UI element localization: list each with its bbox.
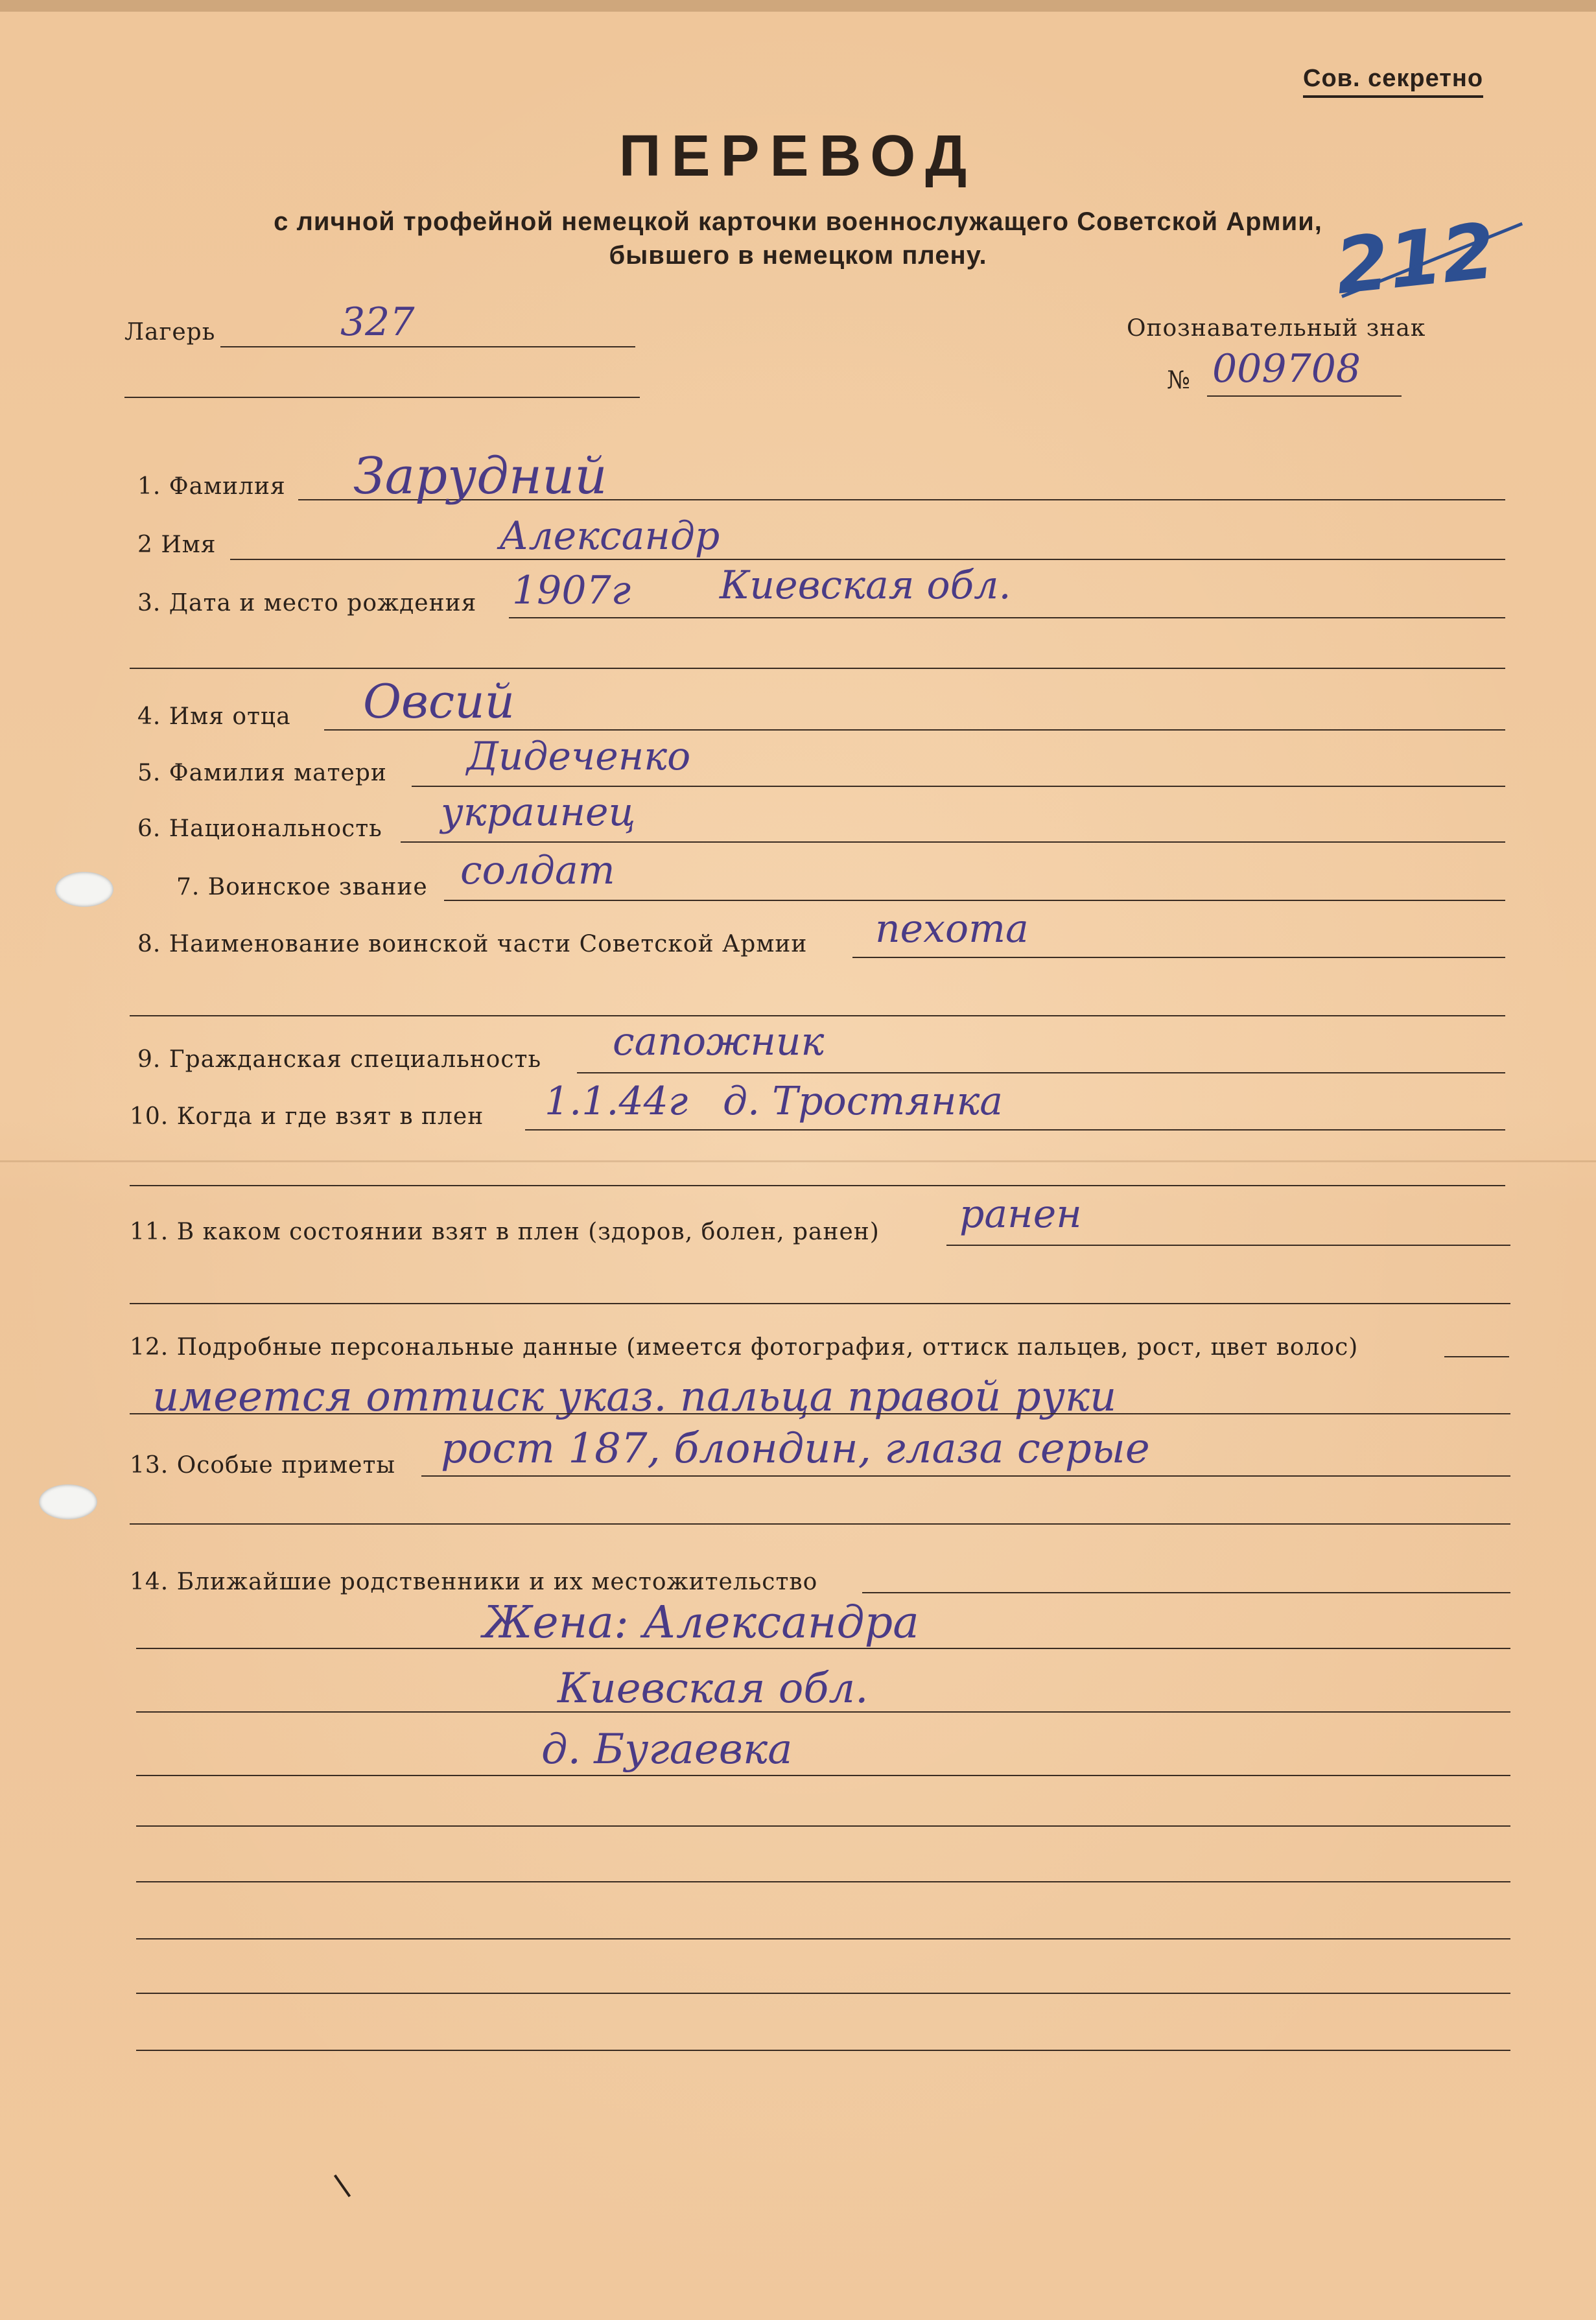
field-11-label: 11. В каком состоянии взят в плен (здоров, болен, ранен) (130, 1219, 880, 1245)
paper-fold (0, 1160, 1596, 1162)
document-title: ПЕРЕВОД (618, 124, 978, 189)
field-4-line (324, 729, 1505, 731)
field-5-label: 5. Фамилия матери (137, 760, 387, 786)
field-12-line (1444, 1356, 1509, 1357)
field-3-line (509, 617, 1505, 618)
camp-line-2 (124, 397, 640, 398)
field-6-value: украинец (441, 790, 636, 835)
field-2-value: Александр (499, 513, 720, 559)
field-4-value: Овсий (363, 674, 515, 729)
camp-value: 327 (340, 299, 415, 345)
relatives-line-7 (136, 1993, 1510, 1994)
registration-number-stamp: 212 (1331, 205, 1499, 312)
punch-hole-upper (55, 872, 113, 907)
relatives-line-4 (136, 1825, 1510, 1827)
camp-line (220, 346, 635, 347)
field-14-value-line-1: Жена: Александра (483, 1597, 919, 1648)
field-14-line (862, 1592, 1510, 1593)
field-13-line-2 (130, 1523, 1510, 1525)
field-9-label: 9. Гражданская специальность (137, 1046, 542, 1073)
relatives-line-3 (136, 1775, 1510, 1776)
field-10-place-value: д. Тростянка (723, 1079, 1003, 1124)
field-12-value: имеется оттиск указ. пальца правой руки (152, 1373, 1117, 1421)
id-tag-value: 009708 (1212, 346, 1361, 392)
relatives-line-1 (136, 1648, 1510, 1649)
field-14-value-line-2: Киевская обл. (557, 1665, 869, 1713)
field-13-label: 13. Особые приметы (130, 1452, 396, 1479)
field-13-value: рост 187, блондин, глаза серые (441, 1425, 1150, 1473)
subtitle-line-1: с личной трофейной немецкой карточки военнослужащего Советской Армии, (274, 207, 1322, 236)
field-11-line-2 (130, 1303, 1510, 1304)
camp-label: Лагерь (124, 319, 216, 346)
subtitle-line-2: бывшего в немецком плену. (609, 241, 987, 270)
field-10-date-value: 1.1.44г (545, 1079, 688, 1124)
field-12-line-2 (130, 1413, 1510, 1414)
field-13-line (421, 1475, 1510, 1477)
punch-hole-lower (39, 1484, 97, 1519)
field-8-line (852, 957, 1505, 958)
field-4-label: 4. Имя отца (137, 703, 291, 730)
field-8-value: пехота (875, 906, 1029, 952)
field-10-label: 10. Когда и где взят в плен (130, 1103, 484, 1130)
field-3-place-value: Киевская обл. (720, 563, 1011, 608)
field-14-value-line-3: д. Бугаевка (541, 1726, 793, 1774)
field-14-label: 14. Ближайшие родственники и их местожительство (130, 1569, 818, 1595)
field-3-label: 3. Дата и место рождения (137, 590, 477, 616)
field-7-label: 7. Воинское звание (176, 874, 428, 900)
field-2-line (230, 559, 1505, 560)
field-10-line (525, 1129, 1505, 1131)
field-1-value: Зарудний (353, 447, 607, 506)
relatives-line-2 (136, 1711, 1510, 1713)
field-11-value: ранен (959, 1191, 1082, 1237)
id-tag-label: Опознавательный знак (1127, 315, 1426, 342)
field-7-value: солдат (460, 848, 615, 893)
relatives-line-6 (136, 1938, 1510, 1939)
field-3-date-value: 1907г (512, 568, 631, 613)
id-tag-line (1207, 395, 1402, 397)
field-12-label: 12. Подробные персональные данные (имеется фотография, оттиск пальцев, рост, цвет волос) (130, 1334, 1359, 1361)
field-5-value: Дидеченко (467, 734, 691, 779)
paper-top-edge (0, 0, 1596, 12)
field-9-line (577, 1072, 1505, 1073)
field-7-line (444, 900, 1505, 901)
field-2-label: 2 Имя (137, 532, 217, 558)
relatives-line-8 (136, 2050, 1510, 2051)
field-8-label: 8. Наименование воинской части Советской Армии (137, 931, 808, 957)
pen-tick-mark (334, 2174, 351, 2197)
classification-label: Сов. секретно (1303, 65, 1483, 98)
field-8-line-2 (130, 1015, 1505, 1016)
field-3-line-2 (130, 668, 1505, 669)
field-9-value: сапожник (613, 1019, 825, 1064)
field-10-line-2 (130, 1185, 1505, 1186)
field-1-label: 1. Фамилия (137, 473, 286, 500)
field-5-line (412, 786, 1505, 787)
id-tag-number-sign: № (1167, 366, 1191, 394)
relatives-line-5 (136, 1881, 1510, 1882)
field-11-line (946, 1245, 1510, 1246)
field-6-label: 6. Национальность (137, 815, 382, 842)
field-6-line (401, 841, 1505, 843)
